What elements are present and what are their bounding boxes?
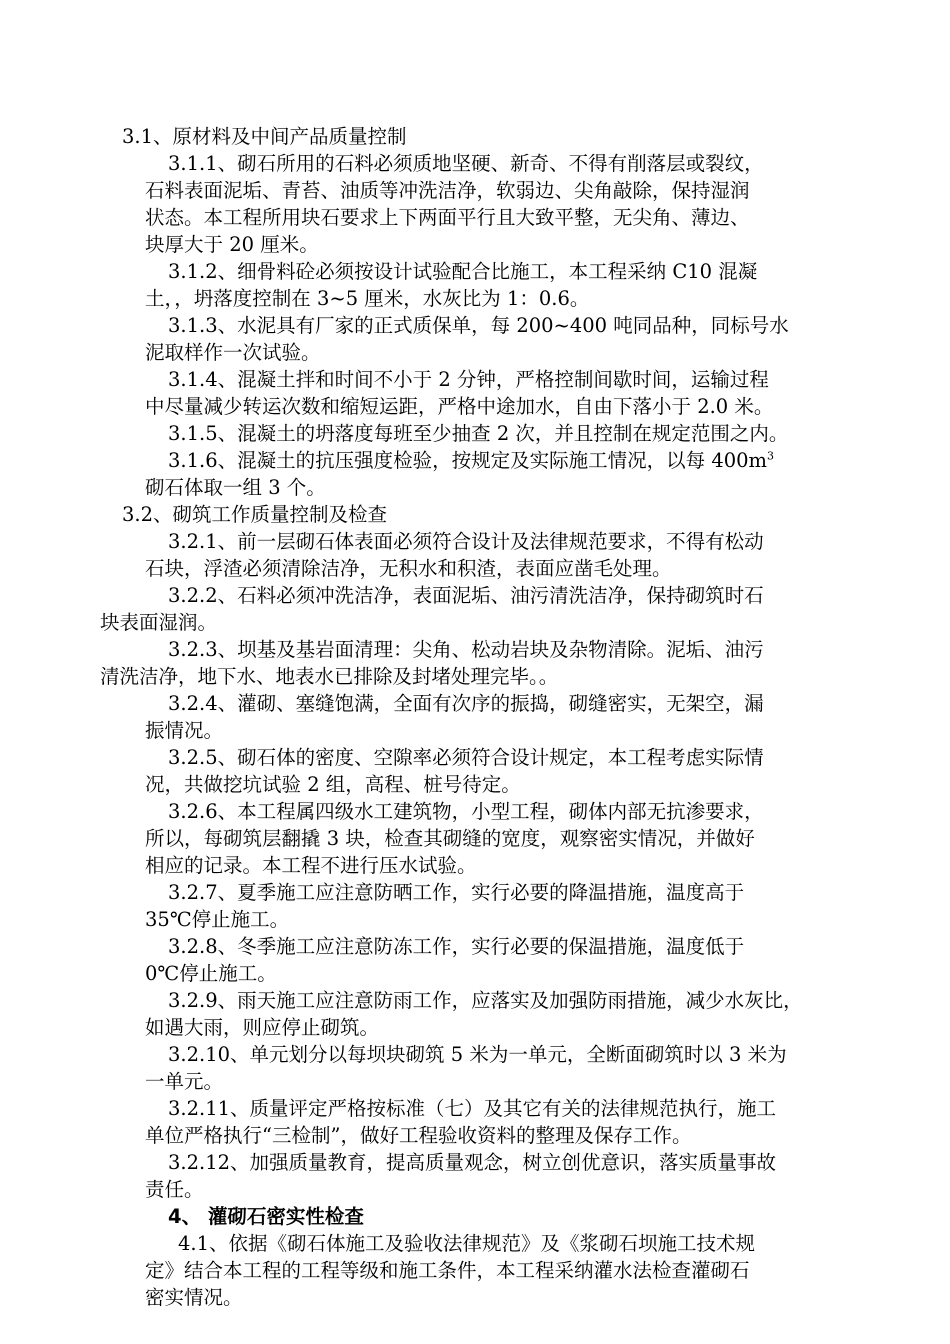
section-heading-3-2: 3.2、砌筑工作质量控制及检查 bbox=[122, 503, 388, 526]
paragraph-line: 3.2.10、单元划分以每坝块砌筑 5 米为一单元，全断面砌筑时以 3 米为 bbox=[168, 1043, 787, 1066]
section-heading-4: 4、 灌砌石密实性检查 bbox=[168, 1205, 364, 1228]
paragraph-line: 中尽量减少转运次数和缩短运距，严格中途加水，自由下落小于 2.0 米。 bbox=[145, 395, 774, 418]
paragraph-line: 一单元。 bbox=[145, 1070, 224, 1093]
paragraph-line: 石块，浮渣必须清除洁净，无积水和积渣，表面应凿毛处理。 bbox=[145, 557, 672, 580]
paragraph-line: 如遇大雨，则应停止砌筑。 bbox=[145, 1016, 380, 1039]
paragraph-line: 所以，每砌筑层翻撬 3 块，检查其砌缝的宽度，观察密实情况，并做好 bbox=[145, 827, 755, 850]
section-heading-3-1: 3.1、原材料及中间产品质量控制 bbox=[122, 125, 407, 148]
paragraph-line: 35℃停止施工。 bbox=[145, 908, 290, 931]
paragraph-line: 3.2.12、加强质量教育，提高质量观念，树立创优意识，落实质量事故 bbox=[168, 1151, 777, 1174]
paragraph-line: 3.1.2、细骨料砼必须按设计试验配合比施工，本工程采纳 C10 混凝 bbox=[168, 260, 758, 283]
paragraph-line: 相应的记录。本工程不进行压水试验。 bbox=[145, 854, 477, 877]
paragraph-line: 3.2.2、石料必须冲洗洁净，表面泥垢、油污清洗洁净，保持砌筑时石 bbox=[168, 584, 764, 607]
paragraph-line: 3.1.1、砌石所用的石料必须质地坚硬、新奇、不得有削落层或裂纹， bbox=[168, 152, 764, 175]
paragraph-line: 3.2.1、前一层砌石体表面必须符合设计及法律规范要求，不得有松动 bbox=[168, 530, 764, 553]
paragraph-line-text: 3.1.6、混凝土的抗压强度检验，按规定及实际施工情况，以每 400m bbox=[168, 449, 768, 472]
paragraph-line: 3.2.4、灌砌、塞缝饱满，全面有次序的振捣，砌缝密实，无架空，漏 bbox=[168, 692, 764, 715]
paragraph-line: 3.1.5、混凝土的坍落度每班至少抽查 2 次，并且控制在规定范围之内。 bbox=[168, 422, 789, 445]
paragraph-line: 况，共做挖坑试验 2 组，高程、桩号待定。 bbox=[145, 773, 521, 796]
paragraph-line: 3.2.7、夏季施工应注意防晒工作，实行必要的降温措施，温度高于 bbox=[168, 881, 745, 904]
paragraph-line: 责任。 bbox=[145, 1178, 204, 1201]
paragraph-line: 振情况。 bbox=[145, 719, 224, 742]
paragraph-line: 石料表面泥垢、青苔、油质等冲洗洁净，软弱边、尖角敲除，保持湿润 bbox=[145, 179, 750, 202]
paragraph-line: 砌石体取一组 3 个。 bbox=[145, 476, 326, 499]
paragraph-line: 3.1.4、混凝土拌和时间不小于 2 分钟，严格控制间歇时间，运输过程 bbox=[168, 368, 769, 391]
superscript-cubic: 3 bbox=[767, 449, 775, 463]
paragraph-line: 土，，坍落度控制在 3~5 厘米，水灰比为 1：0.6。 bbox=[145, 287, 590, 310]
paragraph-line: 泥取样作一次试验。 bbox=[145, 341, 321, 364]
paragraph-line: 块表面湿润。 bbox=[100, 611, 218, 634]
paragraph-line: 3.2.6、本工程属四级水工建筑物，小型工程，砌体内部无抗渗要求， bbox=[168, 800, 764, 823]
paragraph-line: 定》结合本工程的工程等级和施工条件，本工程采纳灌水法检查灌砌石 bbox=[145, 1259, 750, 1282]
paragraph-line: 清洗洁净，地下水、地表水已排除及封堵处理完毕。。 bbox=[100, 665, 559, 688]
paragraph-line: 3.2.9、雨天施工应注意防雨工作，应落实及加强防雨措施，减少水灰比， bbox=[168, 989, 803, 1012]
paragraph-line: 密实情况。 bbox=[145, 1286, 243, 1309]
paragraph-line: 3.2.3、坝基及基岩面清理：尖角、松动岩块及杂物清除。泥垢、油污 bbox=[168, 638, 764, 661]
paragraph-line: 单位严格执行“三检制”，做好工程验收资料的整理及保存工作。 bbox=[145, 1124, 692, 1147]
paragraph-line: 状态。本工程所用块石要求上下两面平行且大致平整，无尖角、薄边、 bbox=[145, 206, 750, 229]
paragraph-line: 4.1、依据《砌石体施工及验收法律规范》及《浆砌石坝施工技术规 bbox=[178, 1232, 756, 1255]
paragraph-line: 3.2.11、质量评定严格按标准（七）及其它有关的法律规范执行，施工 bbox=[168, 1097, 777, 1120]
paragraph-line: 3.2.8、冬季施工应注意防冻工作，实行必要的保温措施，温度低于 bbox=[168, 935, 745, 958]
paragraph-line: 0℃停止施工。 bbox=[145, 962, 277, 985]
paragraph-line: 块厚大于 20 厘米。 bbox=[145, 233, 319, 256]
paragraph-line: 3.2.5、砌石体的密度、空隙率必须符合设计规定，本工程考虑实际情 bbox=[168, 746, 764, 769]
paragraph-line bbox=[168, 448, 774, 474]
paragraph-line: 3.1.3、水泥具有厂家的正式质保单，每 200~400 吨同品种，同标号水 bbox=[168, 314, 789, 337]
